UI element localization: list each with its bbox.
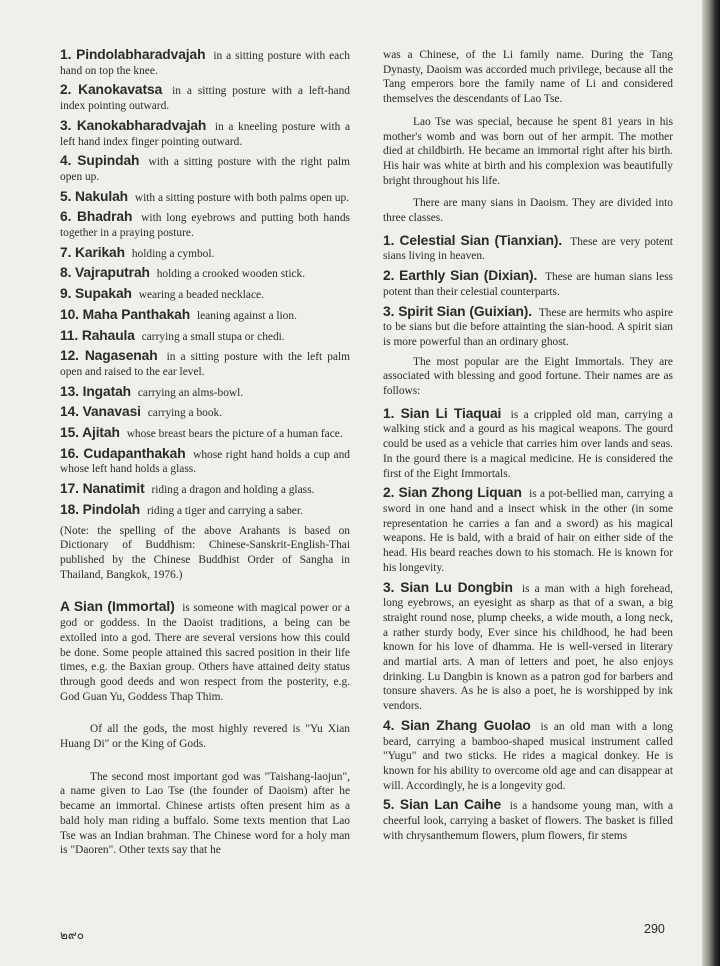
arahant-item-title: 18. Pindolah bbox=[60, 501, 141, 517]
page-edge-shadow bbox=[702, 0, 720, 966]
arahant-item-text: riding a dragon and holding a glass. bbox=[151, 484, 315, 497]
arahant-item bbox=[60, 210, 350, 240]
arahant-item-title: 5. Nakulah bbox=[60, 188, 129, 204]
paragraph-li-family: was a Chinese, of the Li family name. During the Tang Dynasty, Daoism was accorded much privilege, because all the Tang emperors bore the family name of Li and considered themselves the descendants of Lao Tse. bbox=[383, 49, 673, 106]
left-column bbox=[60, 48, 350, 866]
immortal-item-title: 1. Sian Li Tiaquai bbox=[383, 405, 502, 421]
immortal-item-title: 4. Sian Zhang Guolao bbox=[383, 717, 531, 733]
immortal-item-title: 3. Sian Lu Dongbin bbox=[383, 579, 513, 595]
arahant-item-text: with long eyebrows and putting both hands together in a praying posture. bbox=[60, 212, 350, 240]
arahant-item bbox=[60, 503, 350, 519]
paragraph-second-god: The second most important god was "Taishang-laojun", a name given to Lao Tse (the founder of Daoism) after he became an immortal. Chinese artists often present him as a bald holy man riding a buffalo. Some texts mention that Lao Tse was an Indian brahman. The Chinese word for a holy man is "Daoren". Other texts say that he bbox=[60, 770, 350, 857]
sian-class-item-text: These are hermits who aspire to be sians but die before attainting the sian-hood. A spirit sian is more powerful than an ordinary ghost. bbox=[383, 306, 673, 348]
arahant-item-text: holding a cymbol. bbox=[131, 247, 215, 260]
sian-definition bbox=[60, 600, 350, 704]
arahant-item-text: with a sitting posture with both palms open up. bbox=[134, 191, 350, 204]
arahant-item-text: wearing a beaded necklace. bbox=[138, 289, 264, 302]
immortal-item bbox=[383, 407, 673, 482]
arahant-item-text: leaning against a lion. bbox=[196, 309, 297, 322]
arahant-item-text: with a sitting posture with the right palm open up. bbox=[60, 156, 350, 183]
immortal-item bbox=[383, 719, 673, 794]
immortal-item-title: 5. Sian Lan Caihe bbox=[383, 797, 502, 813]
arahant-item-title: 4. Supindah bbox=[60, 153, 140, 169]
arahant-item-text: carrying a book. bbox=[147, 407, 223, 420]
arahant-item bbox=[60, 482, 350, 498]
arahant-item bbox=[60, 349, 350, 379]
arahant-item-text: in a sitting posture with the left palm open and raised to the ear level. bbox=[60, 351, 350, 378]
arahant-item bbox=[60, 48, 350, 78]
arahant-item-title: 14. Vanavasi bbox=[60, 404, 141, 420]
arahant-item-title: 1. Pindolabharadvajah bbox=[60, 47, 206, 62]
arahant-item-text: carrying a small stupa or chedi. bbox=[141, 330, 285, 343]
arahant-item bbox=[60, 119, 350, 149]
paragraph-eight-immortals: The most popular are the Eight Immortals. They are associated with blessing and good fortune. Their names are as follows: bbox=[383, 355, 673, 398]
paragraph-yuxian: Of all the gods, the most highly revered is "Yu Xian Huang Di" or the King of Gods. bbox=[60, 723, 350, 751]
arahant-list bbox=[60, 48, 350, 519]
right-column bbox=[383, 48, 673, 848]
arahant-item-title: 12. Nagasenah bbox=[60, 348, 158, 364]
arahant-item-title: 7. Karikah bbox=[60, 244, 125, 260]
arahant-item-title: 2. Kanokavatsa bbox=[60, 82, 163, 98]
arahant-item bbox=[60, 405, 350, 421]
arahant-item-title: 17. Nanatimit bbox=[60, 481, 145, 497]
arahant-item bbox=[60, 83, 350, 113]
arahant-item-title: 11. Rahaula bbox=[60, 327, 135, 343]
sian-class-item-title: 2. Earthly Sian (Dixian). bbox=[383, 268, 538, 284]
sian-class-item-title: 3. Spirit Sian (Guixian). bbox=[383, 303, 533, 319]
page-number: 290 bbox=[644, 922, 665, 936]
arahant-item bbox=[60, 329, 350, 345]
arahant-item-text: in a sitting posture with a left-hand index pointing outward. bbox=[60, 85, 350, 113]
immortal-item bbox=[383, 486, 673, 575]
arahant-item-text: riding a tiger and carrying a saber. bbox=[146, 504, 303, 517]
arahant-item bbox=[60, 447, 350, 477]
immortal-item-title: 2. Sian Zhong Liquan bbox=[383, 485, 522, 501]
sian-heading: A Sian (Immortal) bbox=[60, 599, 175, 615]
sian-class-item bbox=[383, 269, 673, 299]
arahant-item bbox=[60, 190, 350, 206]
immortal-item-text: is a pot-bellied man, carrying a sword in one hand and a insect whisk in the other (in some representation he carries a fan and a sword) as his magical weapons. He is bald, with a braid of hair on either side of the head. His beard reaches down to his stomach. He is known for his longevity. bbox=[383, 488, 673, 574]
immortal-item bbox=[383, 798, 673, 843]
sian-classes-list bbox=[383, 234, 673, 350]
eight-immortals-list bbox=[383, 407, 673, 844]
paragraph-lao-tse: Lao Tse was special, because he spent 81 years in his mother's womb and was born out of her armpit. The mother died at childbirth. He became an immortal right after his birth. His hair was white at birth and his complexion was beautifully bright throughout his life. bbox=[383, 115, 673, 187]
arahant-item bbox=[60, 154, 350, 184]
arahant-item-title: 10. Maha Panthakah bbox=[60, 306, 191, 322]
arahant-item-text: carrying an alms-bowl. bbox=[137, 386, 244, 399]
arahant-item bbox=[60, 426, 350, 442]
sian-class-item-text: These are human sians less potent than their celestial counterparts. bbox=[383, 271, 673, 298]
sian-class-item bbox=[383, 234, 673, 264]
arahant-item bbox=[60, 266, 350, 282]
thai-page-number: ๒๙๐ bbox=[60, 928, 85, 942]
arahant-item-text: whose right hand holds a cup and whose left hand holds a glass. bbox=[60, 448, 350, 476]
arahant-item-title: 3. Kanokabharadvajah bbox=[60, 117, 207, 133]
paragraph-classes-intro: There are many sians in Daoism. They are divided into three classes. bbox=[383, 197, 673, 225]
arahant-item-title: 16. Cudapanthakah bbox=[60, 445, 186, 461]
sian-class-item-text: These are very potent sians living in heaven. bbox=[383, 235, 673, 263]
sian-class-item bbox=[383, 305, 673, 350]
sian-definition-text: is someone with magical power or a god or goddess. In the Daoist traditions, a being can be extolled into a god. There are several versions how this could be done. Some people attained this sacred position in their life times, e.g. the Baxian group. Others have attained deity status through good deeds and won respect from the posterity, e.g. God Guan Yu, Goddess Thap Thim. bbox=[60, 602, 350, 703]
arahant-item-title: 9. Supakah bbox=[60, 286, 132, 302]
arahant-item-title: 13. Ingatah bbox=[60, 383, 131, 399]
immortal-item-text: is an old man with a long beard, carrying a bamboo-shaped musical instrument called "Yugu" and two sticks. He rides a magical donkey. He is known for his ability to overcome old age and can disappear at will. Accordingly, he is a longevity god. bbox=[383, 720, 673, 792]
arahant-item bbox=[60, 385, 350, 401]
arahant-item-text: in a sitting posture with each hand on top the knee. bbox=[60, 50, 350, 77]
arahant-item bbox=[60, 287, 350, 303]
arahant-item-title: 6. Bhadrah bbox=[60, 209, 133, 225]
arahant-item bbox=[60, 308, 350, 324]
spelling-note: (Note: the spelling of the above Arahants is based on Dictionary of Buddhism: Chinese-Sanskrit-English-Thai published by the Chinese Buddhist Order of Sangha in Thailand, Bangkok, 1976.) bbox=[60, 524, 350, 581]
arahant-item bbox=[60, 246, 350, 262]
sian-class-item-title: 1. Celestial Sian (Tianxian). bbox=[383, 232, 563, 248]
arahant-item-title: 15. Ajitah bbox=[60, 425, 120, 441]
immortal-item bbox=[383, 581, 673, 714]
immortal-item-text: is a crippled old man, carrying a walking stick and a gourd as his magical weapons. The gourd could be used as a vehicle that carries him over lands and seas. In the gourd there is a magical medicine. He is considered the first of the Eight Immortals. bbox=[383, 408, 673, 480]
immortal-item-text: is a man with a high forehead, long eyebrows, an eyesight as sharp as that of a swan, a big straight round nose, plump cheeks, a wide mouth, a long neck, a rather sturdy body, Ever since his childhood, he had been known for his love of dhamma. He is well-versed in literary and martial arts. A man of letters and poet, he also enjoys drinking. Lu Dangbin is known as a patron god for barbers and tonsure shavers. As he is also a poet, he is worshipped by ink vendors. bbox=[383, 582, 673, 713]
arahant-item-text: whose breast bears the picture of a human face. bbox=[126, 428, 343, 441]
arahant-item-text: holding a crooked wooden stick. bbox=[156, 268, 306, 281]
arahant-item-title: 8. Vajraputrah bbox=[60, 265, 150, 281]
arahant-item-text: in a kneeling posture with a left hand index finger pointing outward. bbox=[60, 120, 351, 148]
immortal-item-text: is a handsome young man, with a cheerful look, carrying a basket of flowers. The basket is filled with chrysanthemum flowers, plum flowers, fir stems bbox=[383, 800, 674, 842]
